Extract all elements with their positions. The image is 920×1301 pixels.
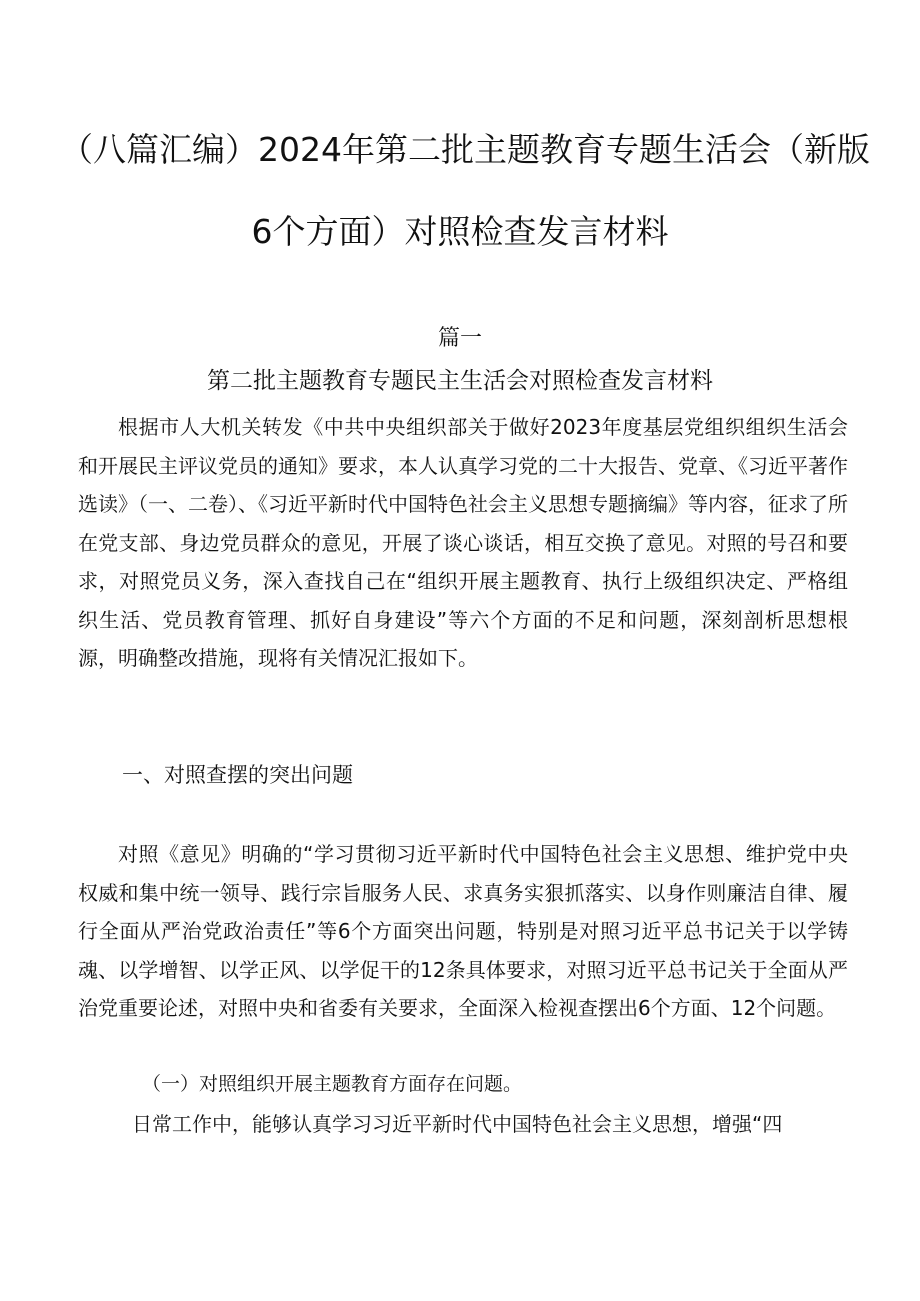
intro-paragraph: 根据市人大机关转发《中共中央组织部关于做好2023年度基层党组织组织生活会和开展民主评议党员的通知》要求，本人认真学习党的二十大报告、党章、《习近平著作选读》（一、二卷）、《习近平新时代中国特色社会主义思想专题摘编》等内容，征求了所在党支部、身边党员群众的意见，开展了谈心谈话，相互交换了意见。对照的号召和要求，对照党员义务，深入查找自己在“组织开展主题教育、执行上级组织决定、严格组织生活、党员教育管理、抓好自身建设”等六个方面的不足和问题，深刻剖析思想根源，明确整改措施，现将有关情况汇报如下。 [78,415,848,670]
sub-heading-one: （一）对照组织开展主题教育方面存在问题。 [142,1073,523,1095]
document-title-line-2: 6个方面）对照检查发言材料 [251,212,669,251]
problems-paragraph: 对照《意见》明确的“学习贯彻习近平新时代中国特色社会主义思想、维护党中央权威和集中统一领导、践行宗旨服务人民、求真务实狠抓落实、以身作则廉洁自律、履行全面从严治党政治责任”等6个方面突出问题，特别是对照习近平总书记关于以学铸魂、以学增智、以学正风、以学促干的12条具体要求，对照习近平总书记关于全面从严治党重要论述，对照中央和省委有关要求，全面深入检视查摆出6个方面、12个问题。 [78,842,848,1020]
heading-problems: 一、对照查摆的突出问题 [122,763,353,787]
document-title-line-1: （八篇汇编）2024年第二批主题教育专题生活会（新版 [60,130,870,169]
section-number: 篇一 [437,326,482,351]
continuation-paragraph: 日常工作中，能够认真学习习近平新时代中国特色社会主义思想，增强“四 [132,1112,783,1136]
section-title: 第二批主题教育专题民主生活会对照检查发言材料 [207,368,713,394]
